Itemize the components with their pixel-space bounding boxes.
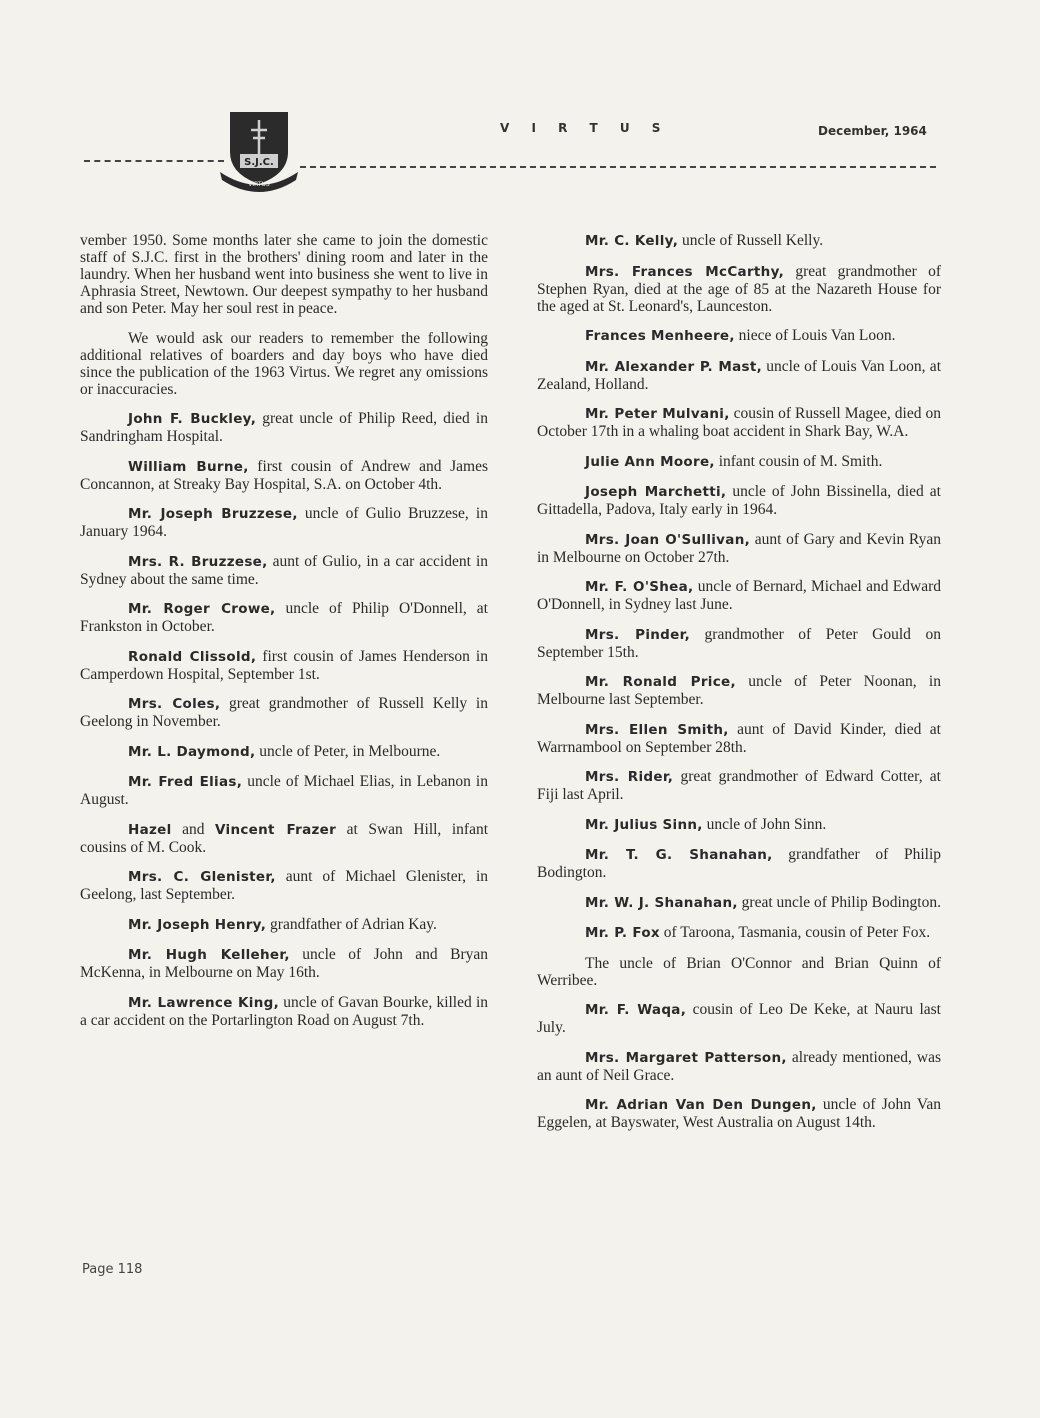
entry-name: Mr. Alexander P. Mast, (585, 358, 763, 375)
entry-name: Mr. F. Waqa, (585, 1002, 687, 1018)
left-entries-list (80, 410, 488, 1029)
entry-text: great grandmother of Edward Cotter, at Fiji last April. (537, 768, 941, 803)
entry-text: uncle of Louis Van Loon, at Zealand, Holland. (537, 357, 941, 393)
entry-text: cousin of Russell Magee, died on October 17th in a whaling boat accident in Shark Bay, W.A. (537, 405, 941, 440)
entry-name: Hazel (128, 821, 172, 838)
obituary-entry (537, 531, 941, 566)
entry-text: uncle of John Bissinella, died at Gittadella, Padova, Italy early in 1964. (537, 483, 941, 518)
obituary-entry (80, 410, 488, 445)
obituary-entry (537, 626, 941, 661)
right-column (537, 232, 941, 1144)
entry-text: aunt of Michael Glenister, in Geelong, last September. (80, 868, 488, 903)
entry-name: Joseph Marchetti, (585, 484, 727, 500)
entry-text: uncle of John Sinn. (702, 815, 827, 833)
obituary-entry (537, 924, 941, 942)
school-crest-icon (218, 108, 300, 192)
entry-text: of Taroona, Tasmania, cousin of Peter Fox. (659, 924, 931, 941)
obituary-entry (537, 816, 941, 834)
entry-name: Mr. Fred Elias, (128, 774, 243, 790)
entry-text: and (171, 820, 216, 838)
obituary-entry (80, 773, 488, 808)
entry-text: infant cousin of M. Smith. (714, 452, 883, 470)
intro-paragraph: We would ask our readers to remember the following additional relatives of boarders and day boys who have died since the publication of the 1963 Virtus. We regret any omissions or inaccuracies. (80, 329, 488, 398)
entry-name: Mr. Roger Crowe, (128, 601, 276, 617)
entry-name: William Burne, (128, 458, 249, 475)
entry-name: Mrs. Pinder, (585, 626, 690, 643)
entry-name: Mr. P. Fox (585, 925, 660, 941)
obituary-entry (537, 768, 941, 803)
entry-text: first cousin of James Henderson in Camperdown Hospital, September 1st. (80, 647, 488, 683)
running-date: December, 1964 (818, 124, 927, 138)
entry-name: Mrs. Frances McCarthy, (585, 263, 785, 280)
entry-name: Mrs. Margaret Patterson, (585, 1049, 787, 1066)
obituary-entry (537, 263, 941, 315)
obituary-entry (537, 405, 941, 440)
entry-text: grandmother of Peter Gould on September 15th. (537, 625, 941, 661)
entry-name: Mr. L. Daymond, (128, 743, 256, 760)
entry-text: aunt of David Kinder, died at Warrnambool on September 28th. (537, 720, 941, 756)
entry-name: Mr. Peter Mulvani, (585, 406, 730, 422)
entry-name: John F. Buckley, (128, 411, 257, 427)
entry-text: uncle of Peter Noonan, in Melbourne last September. (537, 673, 941, 708)
right-entries-list (537, 232, 941, 1131)
entry-name: Mr. C. Kelly, (585, 233, 679, 249)
entry-text: grandfather of Philip Bodington. (537, 846, 941, 881)
entry-text: The uncle of Brian O'Connor and Brian Quinn of Werribee. (537, 954, 941, 989)
entry-name: Mr. Hugh Kelleher, (128, 947, 290, 963)
entry-text: at Swan Hill, infant cousins of M. Cook. (80, 820, 489, 856)
entry-name: Mr. Joseph Bruzzese, (128, 506, 298, 522)
entry-name: Mrs. Joan O'Sullivan, (585, 531, 751, 548)
entry-name: Mr. Julius Sinn, (585, 816, 703, 833)
entry-text: uncle of Gulio Bruzzese, in January 1964. (80, 505, 488, 540)
entry-text: grandfather of Adrian Kay. (266, 915, 437, 933)
entry-name: Ronald Clissold, (128, 648, 257, 665)
entry-text: uncle of John and Bryan McKenna, in Melbourne on May 16th. (80, 946, 488, 981)
obituary-entry (537, 358, 941, 393)
obituary-entry (80, 553, 488, 588)
entry-text: niece of Louis Van Loon. (734, 327, 896, 344)
obituary-entry (80, 695, 488, 730)
entry-text: uncle of Michael Elias, in Lebanon in August. (80, 773, 488, 808)
obituary-entry (80, 600, 488, 635)
entry-name: Mr. F. O'Shea, (585, 579, 694, 595)
obituary-entry (80, 458, 488, 493)
obituary-entry (537, 1001, 941, 1036)
entry-text: uncle of Bernard, Michael and Edward O'Donnell, in Sydney last June. (537, 578, 941, 613)
entry-text: first cousin of Andrew and James Concannon, at Streaky Bay Hospital, S.A. on October 4th. (80, 457, 488, 493)
entry-name: Vincent Frazer (215, 821, 337, 838)
entry-name: Mr. Lawrence King, (128, 994, 280, 1011)
obituary-entry (537, 955, 941, 989)
obituary-entry (537, 483, 941, 518)
entry-name: Mrs. Coles, (128, 696, 221, 712)
entry-text: uncle of Peter, in Melbourne. (255, 742, 441, 760)
obituary-entry (80, 994, 488, 1029)
header-rule-left (84, 160, 224, 162)
entry-name: Julie Ann Moore, (585, 453, 715, 470)
obituary-entry (537, 721, 941, 756)
running-title: V I R T U S (500, 121, 670, 135)
obituary-entry (537, 1049, 941, 1084)
obituary-entry (537, 327, 941, 345)
obituary-entry (537, 673, 941, 708)
entry-name: Mr. Ronald Price, (585, 674, 736, 690)
obituary-entry (80, 648, 488, 683)
entry-text: aunt of Gary and Kevin Ryan in Melbourne on October 27th. (537, 530, 941, 566)
crest-motto: VIRTUS (248, 181, 270, 188)
entry-text: uncle of Gavan Bourke, killed in a car accident on the Portarlington Road on August 7th. (80, 993, 489, 1029)
entry-name: Frances Menheere, (585, 328, 735, 344)
continuation-paragraph: vember 1950. Some months later she came to join the domestic staff of S.J.C. first in the brothers' dining room and later in the laundry. When her husband went into business she went to live in Aphrasia Street, Newtown. Our deepest sympathy to her husband and son Peter. May her soul rest in peace. (80, 232, 488, 317)
obituary-entry (537, 578, 941, 613)
obituary-entry (537, 846, 941, 881)
left-column (80, 232, 488, 1041)
entry-text: great uncle of Philip Reed, died in Sandringham Hospital. (80, 410, 488, 445)
obituary-entry (537, 894, 941, 912)
entry-name: Mr. Adrian Van Den Dungen, (585, 1097, 817, 1113)
entry-text: cousin of Leo De Keke, at Nauru last July. (537, 1001, 941, 1036)
crest-initials: S.J.C. (244, 157, 274, 168)
entry-text: uncle of Philip O'Donnell, at Frankston in October. (80, 600, 488, 635)
header-rule-right (300, 166, 936, 168)
obituary-entry (80, 505, 488, 540)
obituary-entry (80, 868, 488, 903)
entry-name: Mr. W. J. Shanahan, (585, 894, 738, 911)
entry-text: uncle of Russell Kelly. (678, 232, 824, 249)
entry-text: great grandmother of Russell Kelly in Geelong in November. (80, 695, 488, 730)
entry-name: Mrs. Rider, (585, 769, 674, 785)
obituary-entry (80, 821, 488, 856)
entry-name: Mr. T. G. Shanahan, (585, 847, 773, 863)
entry-name: Mr. Joseph Henry, (128, 916, 267, 933)
entry-name: Mrs. C. Glenister, (128, 869, 276, 885)
page-number: Page 118 (82, 1262, 143, 1277)
obituary-entry (537, 232, 941, 250)
entry-name: Mrs. Ellen Smith, (585, 721, 729, 738)
entry-name: Mrs. R. Bruzzese, (128, 553, 268, 570)
entry-text: uncle of John Van Eggelen, at Bayswater, West Australia on August 14th. (537, 1096, 941, 1131)
obituary-entry (80, 743, 488, 761)
obituary-entry (537, 453, 941, 471)
entry-text: aunt of Gulio, in a car accident in Sydney about the same time. (80, 552, 488, 588)
obituary-entry (537, 1096, 941, 1131)
obituary-entry (80, 946, 488, 981)
obituary-entry (80, 916, 488, 934)
entry-text: great uncle of Philip Bodington. (737, 893, 941, 911)
page-header (0, 0, 1040, 200)
entry-text: great grandmother of Stephen Ryan, died at the age of 85 at the Nazareth House for the aged at St. Leonard's, Launceston. (537, 262, 941, 315)
entry-text: already mentioned, was an aunt of Neil Grace. (537, 1048, 942, 1084)
